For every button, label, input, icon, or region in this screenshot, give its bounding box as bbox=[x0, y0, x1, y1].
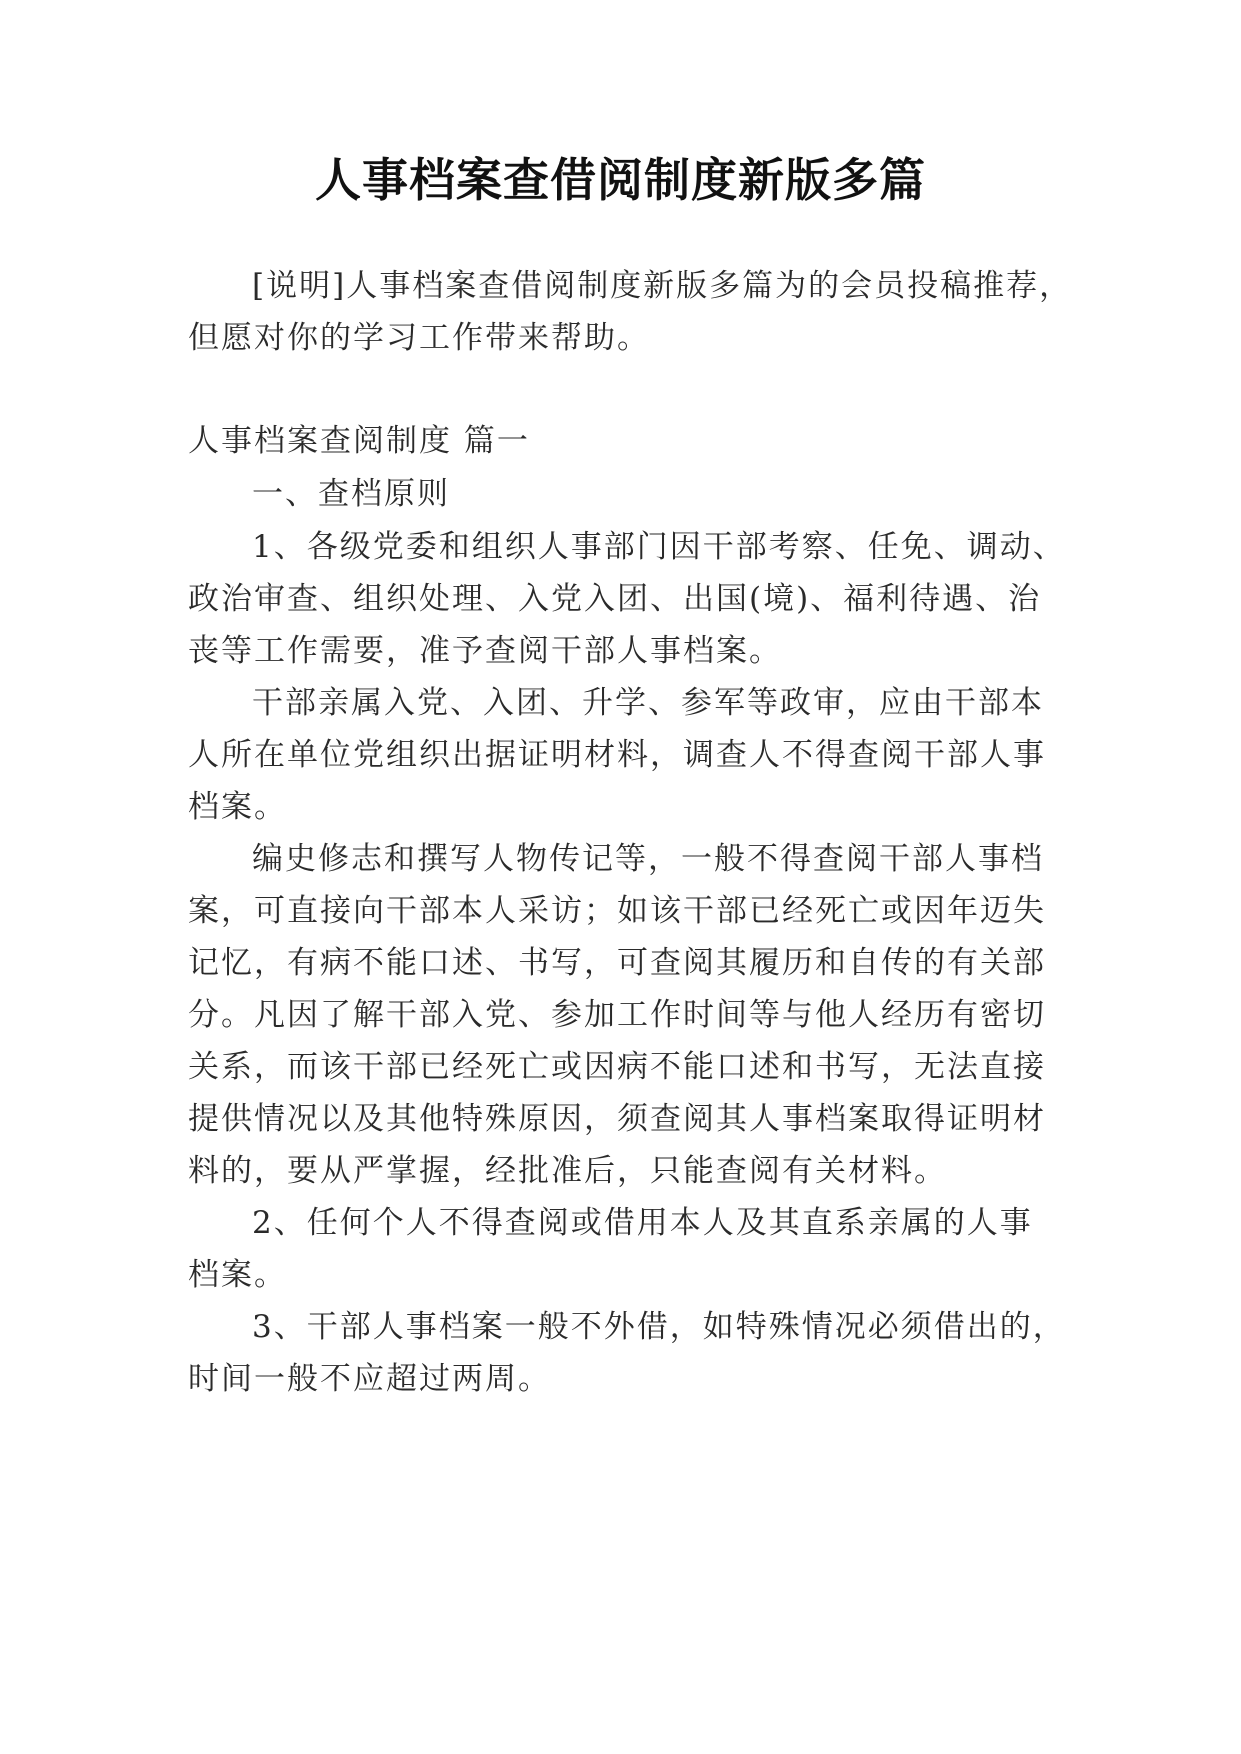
paragraph-line: 干部亲属入党、入团、升学、参军等政审，应由干部本 bbox=[252, 685, 1044, 721]
paragraph-line: 记忆，有病不能口述、书写，可查阅其履历和自传的有关部 bbox=[188, 945, 1046, 981]
paragraph-line: 提供情况以及其他特殊原因，须查阅其人事档案取得证明材 bbox=[188, 1101, 1046, 1137]
paragraph-line: 档案。 bbox=[188, 1257, 287, 1293]
paragraph-line: 关系，而该干部已经死亡或因病不能口述和书写，无法直接 bbox=[188, 1049, 1046, 1085]
paragraph-line: 3、干部人事档案一般不外借，如特殊情况必须借出的， bbox=[252, 1309, 1066, 1345]
paragraph-line: 编史修志和撰写人物传记等，一般不得查阅干部人事档 bbox=[252, 841, 1044, 877]
paragraph-line: 案，可直接向干部本人采访；如该干部已经死亡或因年迈失 bbox=[188, 893, 1046, 929]
paragraph-line: 分。凡因了解干部入党、参加工作时间等与他人经历有密切 bbox=[188, 997, 1046, 1033]
paragraph-line: 档案。 bbox=[188, 789, 287, 825]
paragraph-line: 时间一般不应超过两周。 bbox=[188, 1361, 551, 1397]
section-heading: 人事档案查阅制度 篇一 bbox=[188, 423, 530, 459]
paragraph-line: 2、任何个人不得查阅或借用本人及其直系亲属的人事 bbox=[252, 1205, 1033, 1241]
subsection-heading: 一、查档原则 bbox=[252, 476, 450, 512]
paragraph-line: 1、各级党委和组织人事部门因干部考察、任免、调动、 bbox=[252, 529, 1066, 565]
paragraph-line: 人所在单位党组织出据证明材料，调查人不得查阅干部人事 bbox=[188, 737, 1046, 773]
paragraph-line: [说明]人事档案查借阅制度新版多篇为的会员投稿推荐， bbox=[252, 268, 1073, 304]
document-title: 人事档案查借阅制度新版多篇 bbox=[315, 153, 926, 207]
paragraph-line: 但愿对你的学习工作带来帮助。 bbox=[188, 320, 650, 356]
paragraph-line: 政治审查、组织处理、入党入团、出国(境)、福利待遇、治 bbox=[188, 581, 1042, 617]
paragraph-line: 丧等工作需要，准予查阅干部人事档案。 bbox=[188, 633, 782, 669]
paragraph-line: 料的，要从严掌握，经批准后，只能查阅有关材料。 bbox=[188, 1153, 947, 1189]
